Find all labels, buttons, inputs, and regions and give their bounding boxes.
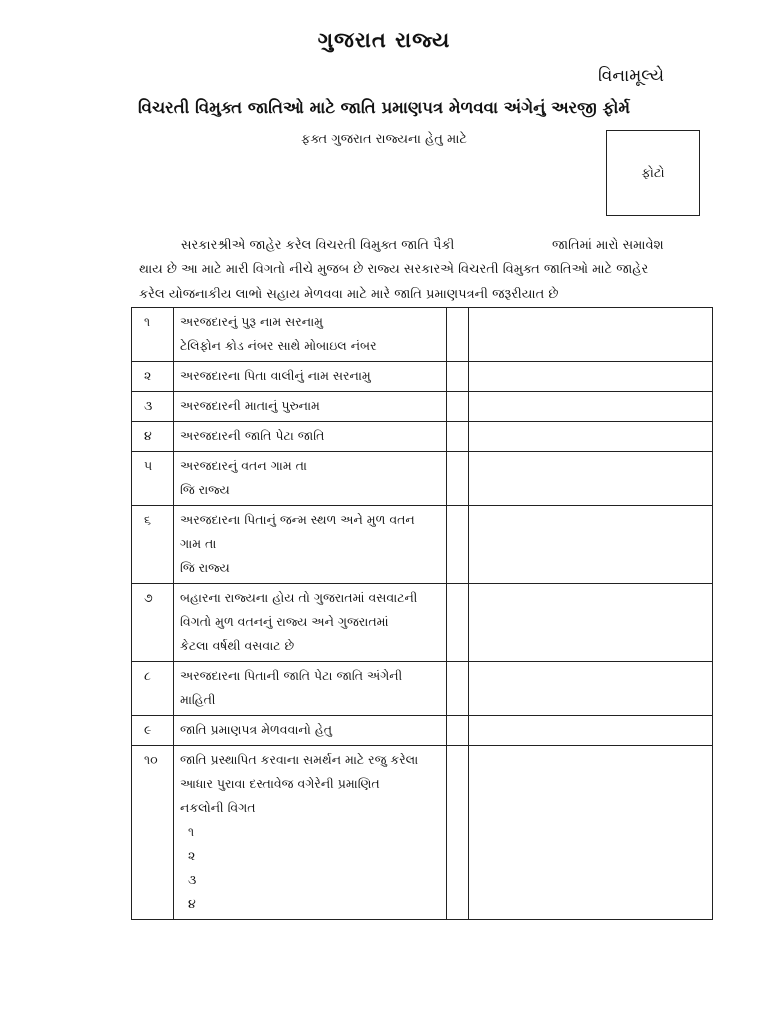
row-label-line: અરજદારનું વતન ગામ તા <box>180 458 307 473</box>
row-number: ૧૦ <box>132 746 174 920</box>
separator-cell <box>447 662 469 716</box>
row-label-line: આધાર પુરાવા દસ્તાવેજ વગેરેની પ્રમાણિત <box>180 776 380 791</box>
row-number: ૫ <box>132 452 174 506</box>
intro-text-line3: કરેલ યોજનાકીય લાભો સહાય મેળવવા માટે મારે જાતિ પ્રમાણપત્રની જરૂરીયાત છે <box>139 287 559 302</box>
document-list-number: ૧ <box>188 824 195 839</box>
row-label-line: જિ રાજ્ય <box>180 482 230 497</box>
row-label-line: અરજદારનું પુરૂ નામ સરનામુ <box>180 314 323 329</box>
answer-cell[interactable] <box>469 308 713 362</box>
form-row <box>132 746 713 920</box>
separator-cell <box>447 452 469 506</box>
intro-text-line1: સરકારશ્રીએ જાહેર કરેલ વિચરતી વિમુક્ત જાતિ પૈકી <box>181 238 455 253</box>
row-label-line: જાતિ પ્રસ્થાપિત કરવાના સમર્થન માટે રજુ કરેલા <box>180 752 419 767</box>
row-label <box>174 662 447 716</box>
row-label-line: અરજદારના પિતાની જાતિ પેટા જાતિ અંગેની <box>180 668 403 683</box>
row-label <box>174 716 447 746</box>
form-row <box>132 392 713 422</box>
row-number: ૪ <box>132 422 174 452</box>
row-label <box>174 422 447 452</box>
row-label-line: અરજદારના પિતાનું જન્મ સ્થળ અને મુળ વતન <box>180 512 415 527</box>
row-label <box>174 584 447 662</box>
answer-cell[interactable] <box>469 452 713 506</box>
row-label <box>174 362 447 392</box>
document-list-number: ૨ <box>188 848 196 863</box>
separator-cell <box>447 584 469 662</box>
row-label <box>174 392 447 422</box>
answer-cell[interactable] <box>469 584 713 662</box>
form-row <box>132 308 713 362</box>
form-row <box>132 662 713 716</box>
photo-box <box>606 130 700 216</box>
intro-text-line1-end: જાતિમાં મારો સમાવેશ <box>552 238 664 253</box>
separator-cell <box>447 506 469 584</box>
intro-text-line2: થાય છે આ માટે મારી વિગતો નીચે મુજબ છે રાજ્ય સરકારએ વિચરતી વિમુક્ત જાતિઓ માટે જાહેર <box>139 262 649 277</box>
row-label-line: વિગતો મુળ વતનનું રાજ્ય અને ગુજરાતમાં <box>180 614 389 629</box>
row-label-line: માહિતી <box>180 692 216 707</box>
separator-cell <box>447 362 469 392</box>
row-label-line: બહારના રાજ્યના હોય તો ગુજરાતમાં વસવાટની <box>180 590 418 605</box>
separator-cell <box>447 308 469 362</box>
form-row <box>132 584 713 662</box>
row-label <box>174 746 447 920</box>
answer-cell[interactable] <box>469 506 713 584</box>
answer-cell[interactable] <box>469 662 713 716</box>
row-label-line: નકલોની વિગત <box>180 800 256 815</box>
row-label-line: અરજદારના પિતા વાલીનું નામ સરનામુ <box>180 368 371 383</box>
row-label <box>174 506 447 584</box>
row-label <box>174 308 447 362</box>
row-label-line: ગામ તા <box>180 536 217 551</box>
separator-cell <box>447 392 469 422</box>
separator-cell <box>447 422 469 452</box>
form-row <box>132 506 713 584</box>
answer-cell[interactable] <box>469 392 713 422</box>
row-number: ૯ <box>132 716 174 746</box>
form-row <box>132 452 713 506</box>
form-row <box>132 422 713 452</box>
row-number: ૬ <box>132 506 174 584</box>
row-number: ૩ <box>132 392 174 422</box>
state-title: ગુજરાત રાજ્ય <box>317 28 451 52</box>
row-label-line: અરજદારની માતાનું પુરુનામ <box>180 398 320 413</box>
row-label-line: જાતિ પ્રમાણપત્ર મેળવવાનો હેતુ <box>180 722 333 737</box>
separator-cell <box>447 746 469 920</box>
row-label-line: ટેલિફોન કોડ નંબર સાથે મોબાઇલ નંબર <box>180 338 377 353</box>
row-label-line: જિ રાજ્ય <box>180 560 230 575</box>
form-row <box>132 716 713 746</box>
photo-label: ફોટો <box>641 165 665 181</box>
answer-cell[interactable] <box>469 716 713 746</box>
row-label-line: અરજદારની જાતિ પેટા જાતિ <box>180 428 325 443</box>
row-number: ૧ <box>132 308 174 362</box>
document-list-number: ૪ <box>188 896 196 911</box>
form-subtitle: ફક્ત ગુજરાત રાજ્યના હેતુ માટે <box>301 132 467 147</box>
form-row <box>132 362 713 392</box>
answer-cell[interactable] <box>469 422 713 452</box>
row-label-line: કેટલા વર્ષથી વસવાટ છે <box>180 638 295 653</box>
application-form-table <box>131 307 713 920</box>
row-number: ૮ <box>132 662 174 716</box>
document-list-number: ૩ <box>188 872 197 887</box>
form-title: વિચરતી વિમુક્ત જાતિઓ માટે જાતિ પ્રમાણપત્ર મેળવવા અંગેનું અરજી ફોર્મ <box>137 98 631 117</box>
answer-cell[interactable] <box>469 746 713 920</box>
separator-cell <box>447 716 469 746</box>
row-label <box>174 452 447 506</box>
free-of-cost-label: વિનામૂલ્યે <box>597 66 664 86</box>
answer-cell[interactable] <box>469 362 713 392</box>
row-number: ૭ <box>132 584 174 662</box>
row-number: ૨ <box>132 362 174 392</box>
